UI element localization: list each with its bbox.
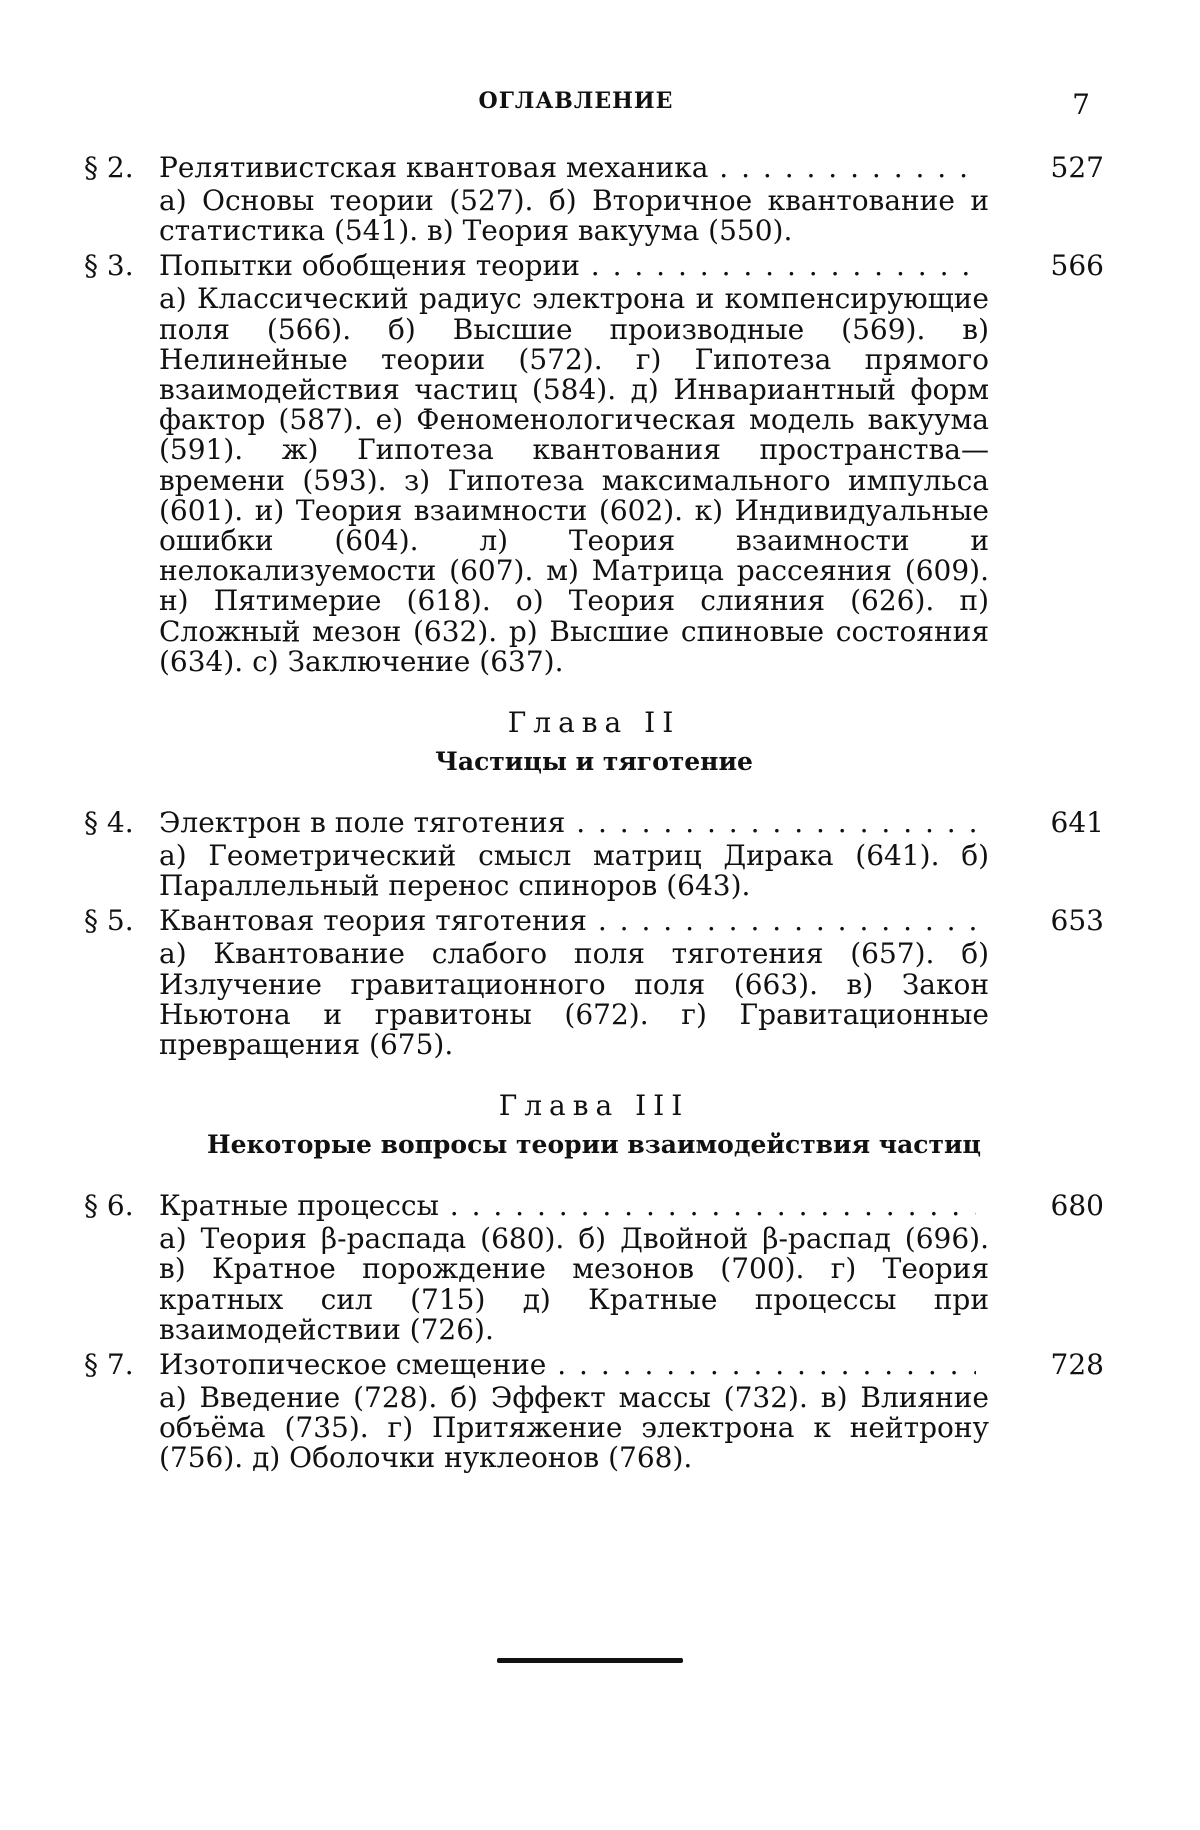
toc-entry-section-3	[84, 248, 1104, 677]
chapter-heading-3	[84, 1086, 1104, 1164]
section-number: § 6.	[84, 1189, 134, 1223]
section-subtopics: а) Квантование слабого поля тяготения (657). б) Излучение гравитационного поля (663). в) Закон Ньютона и гравитоны (672). г) Гравитационные превращения (675).	[159, 937, 989, 1062]
page-reference: 653	[1050, 904, 1104, 938]
section-number: § 3.	[84, 249, 134, 283]
page-reference: 680	[1050, 1189, 1104, 1223]
page-reference: 728	[1050, 1348, 1104, 1382]
section-number: § 5.	[84, 904, 134, 938]
page-reference: 566	[1050, 249, 1104, 283]
section-title: Релятивистская квантовая механика . . .	[159, 150, 976, 186]
section-number: § 2.	[84, 151, 134, 184]
chapter-label: Глава II	[507, 706, 681, 740]
entry-heading-line	[84, 150, 1104, 186]
toc-entry-section-4	[84, 805, 1104, 901]
toc-entry-section-2	[84, 150, 1104, 246]
section-title: Попытки обобщения теории . . .	[159, 248, 976, 284]
section-title: Электрон в поле тяготения . . .	[159, 805, 976, 841]
entry-heading-line	[84, 903, 1104, 939]
toc-entry-section-6	[84, 1188, 1104, 1345]
section-subtopics: а) Теория β-распада (680). б) Двойной β-распад (696). в) Кратное порождение мезонов (700). г) Теория кратных сил (715) д) Кратные процессы при взаимодействии (726).	[159, 1222, 989, 1346]
entry-heading-line	[84, 1188, 1104, 1224]
section-title: Квантовая теория тяготения . . .	[159, 903, 976, 939]
chapter-label: Глава III	[498, 1089, 690, 1123]
section-title: Кратные процессы . . .	[159, 1188, 976, 1224]
page-reference: 641	[1050, 806, 1104, 840]
section-title: Изотопическое смещение . . .	[159, 1347, 976, 1383]
chapter-heading-2	[84, 703, 1104, 781]
entry-heading-line	[84, 1347, 1104, 1383]
entry-heading-line	[84, 248, 1104, 284]
section-subtopics: а) Геометрический смысл матриц Дирака (641). б) Параллельный перенос спиноров (643).	[159, 839, 989, 903]
end-rule	[497, 1658, 683, 1663]
toc-entry-section-5	[84, 903, 1104, 1060]
page-number: 7	[1072, 88, 1090, 121]
section-number: § 4.	[84, 806, 134, 840]
running-title: ОГЛАВЛЕНИЕ	[478, 88, 674, 114]
entry-heading-line	[84, 805, 1104, 841]
section-subtopics: а) Введение (728). б) Эффект массы (732). в) Влияние объёма (735). г) Притяжение электрона к нейтрону (756). д) Оболочки нуклеонов (768).	[159, 1381, 989, 1475]
page-reference: 527	[1050, 151, 1104, 184]
chapter-title: Некоторые вопросы теории взаимодействия частиц	[207, 1130, 981, 1160]
toc-entry-section-7	[84, 1347, 1104, 1474]
section-subtopics: а) Основы теории (527). б) Вторичное квантование и статистика (541). в) Теория вакуума (550).	[159, 184, 989, 248]
page-header	[0, 86, 1200, 126]
chapter-title: Частицы и тяготение	[435, 747, 753, 777]
section-number: § 7.	[84, 1348, 134, 1382]
table-of-contents	[84, 150, 1104, 1476]
section-subtopics: а) Классический радиус электрона и компенсирующие поля (566). б) Высшие производные (569). в) Нелинейные теории (572). г) Гипотеза прямого взаимодействия частиц (584). д) Инвариантный форм фактор (587). е) Феноменологическая модель вакуума (591). ж) Гипотеза квантования пространства—времени (593). з) Гипотеза максимального импульса (601). и) Теория взаимности (602). к) Индивидуальные ошибки (604). л) Теория взаимности и нелокализуемости (607). м) Матрица рассеяния (609). н) Пятимерие (618). о) Теория слияния (626). п) Сложный мезон (632). р) Высшие спиновые состояния (634). с) Заключение (637).	[159, 282, 989, 678]
